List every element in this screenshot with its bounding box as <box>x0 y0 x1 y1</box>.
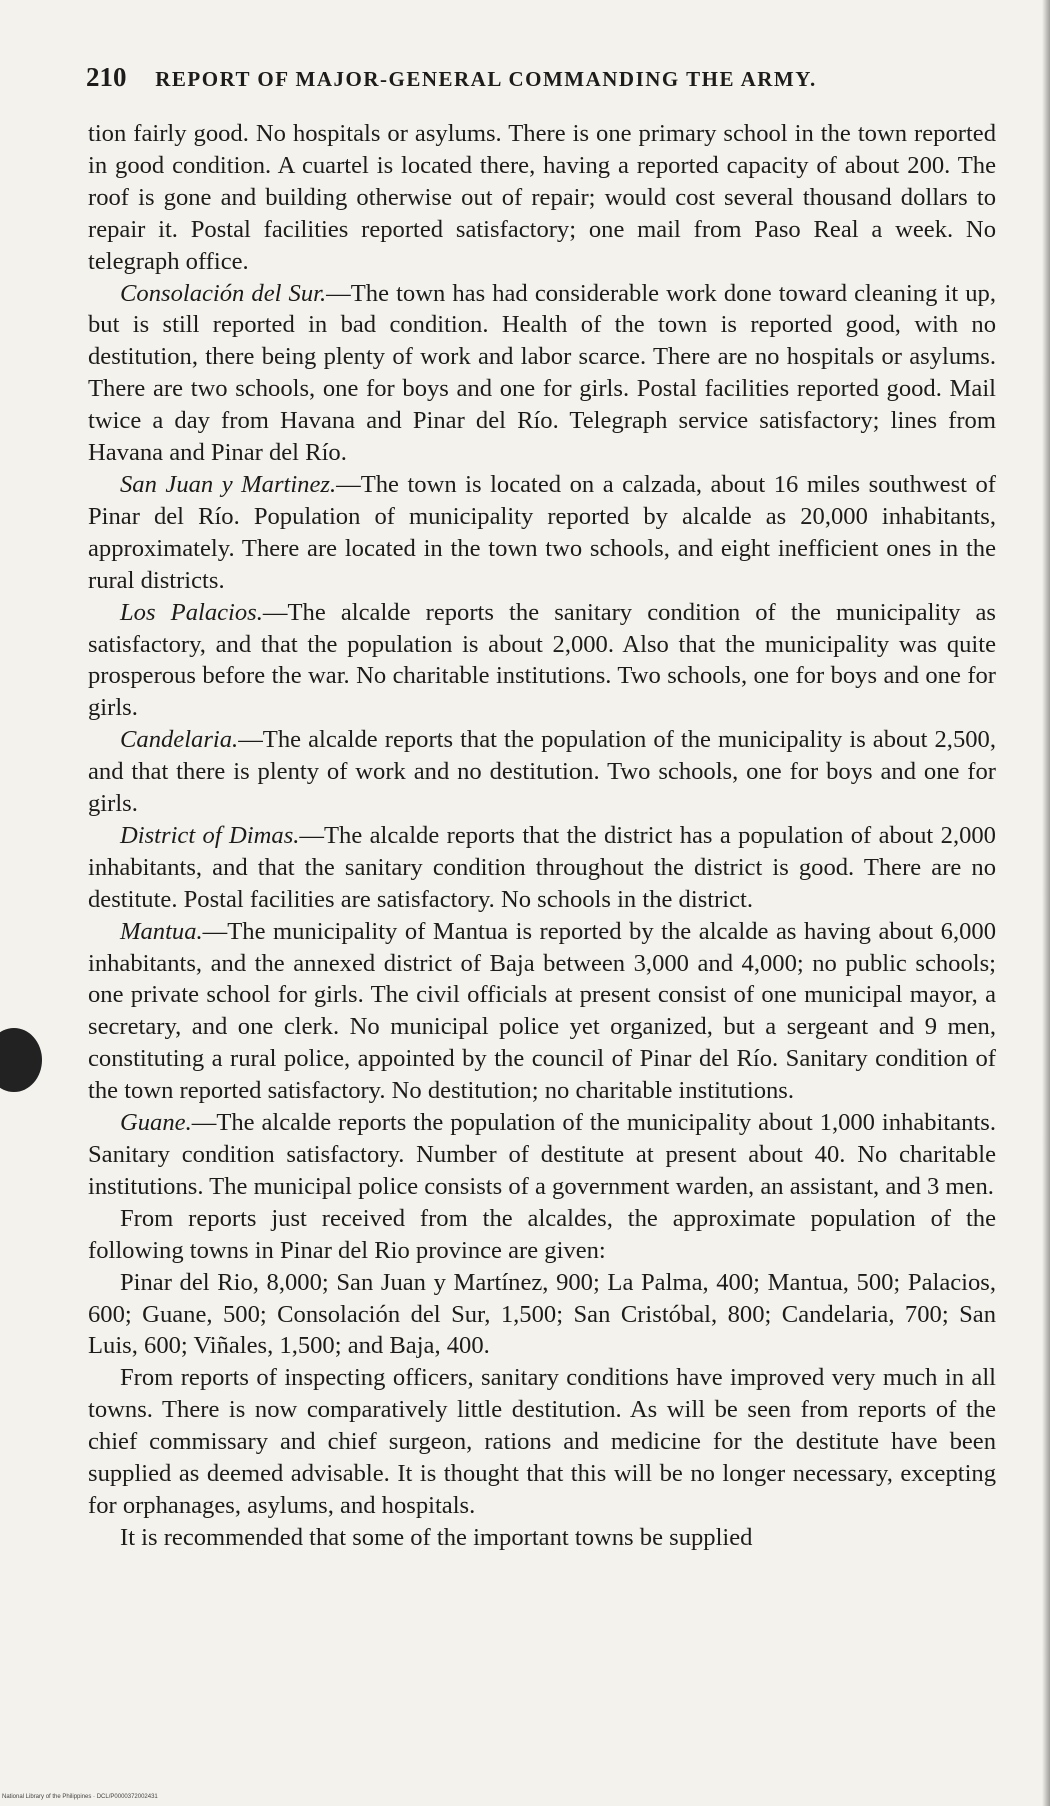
page-number: 210 <box>86 62 127 92</box>
paragraph-text: —The town has had considerable work done toward cleaning it up, but is still reported in bad condition. Health of the town is reported good, with no destitution, there being plenty of work and labor scarce. There are no hospitals or asylums. There are two schools, one for boys and one for girls. Postal facilities reported good. Mail twice a day from Havana and Pinar del Río. Telegraph service satisfactory; lines from Havana and Pinar del Río. <box>88 279 996 467</box>
paragraph-text: —The alcalde reports that the district has a population of about 2,000 inhabitants, and that the sanitary condition throughout the district is good. There are no destitute. Postal facilities are satisfactory. No schools in the district. <box>88 821 996 913</box>
paragraph <box>88 118 996 278</box>
paragraph <box>88 597 996 725</box>
paragraph-text: —The municipality of Mantua is reported by the alcalde as having about 6,000 inhabitants, and the annexed district of Baja between 3,000 and 4,000; no public schools; one private school for girls. The civil officials at present consist of one municipal mayor, a secretary, and one clerk. No municipal police yet organized, but a sergeant and 9 men, constituting a rural police, appointed by the council of Pinar del Río. Sanitary condition of the town reported satisfactory. No destitution; no charitable institutions. <box>88 917 996 1105</box>
paragraph-text: —The alcalde reports that the population of the municipality is about 2,500, and that there is plenty of work and no destitution. Two schools, one for boys and one for girls. <box>88 726 996 818</box>
page-edge-shadow <box>1042 0 1050 1806</box>
paragraph <box>88 1522 996 1554</box>
paragraph <box>88 916 996 1107</box>
paragraph <box>88 1203 996 1267</box>
paragraph-text: —The alcalde reports the sanitary condition of the municipality as satisfactory, and that the population is about 2,000. Also that the municipality was quite prosperous before the war. No charitable institutions. Two schools, one for boys and one for girls. <box>88 598 996 722</box>
paragraph <box>88 1107 996 1203</box>
paragraph-lead: District of Dimas. <box>120 821 300 849</box>
paragraph-text: tion fairly good. No hospitals or asylums. There is one primary school in the town reported in good condition. A cuartel is located there, having a reported capacity of about 200. The roof is gone and building otherwise out of repair; would cost several thousand dollars to repair it. Postal facilities reported satisfactory; one mail from Paso Real a week. No telegraph office. <box>88 120 996 275</box>
running-header <box>86 62 931 93</box>
paragraph-lead: Consolación del Sur. <box>120 279 327 307</box>
paragraph <box>88 820 996 916</box>
binder-hole-shadow <box>0 1028 42 1092</box>
paragraph-text: Pinar del Rio, 8,000; San Juan y Martínez, 900; La Palma, 400; Mantua, 500; Palacios, 600; Guane, 500; Consolación del Sur, 1,500; San Cristóbal, 800; Candelaria, 700; San Luis, 600; Viñales, 1,500; and Baja, 400. <box>88 1268 996 1360</box>
paragraph <box>88 278 996 469</box>
paragraph-lead: Guane. <box>120 1109 192 1137</box>
paragraph-text: From reports just received from the alcaldes, the approximate population of the following towns in Pinar del Rio province are given: <box>88 1204 996 1264</box>
running-title: REPORT OF MAJOR-GENERAL COMMANDING THE ARMY. <box>155 67 817 91</box>
paragraph-text: It is recommended that some of the important towns be supplied <box>120 1523 753 1551</box>
paragraph-text: —The town is located on a calzada, about 16 miles southwest of Pinar del Río. Population of municipality reported by alcalde as 20,000 inhabitants, approximately. There are located in the town two schools, and eight inefficient ones in the rural districts. <box>88 470 996 594</box>
body-text <box>88 118 996 1554</box>
scan-credit: National Library of the Philippines · DCL/P0000372002431 <box>2 1794 158 1800</box>
paragraph-text: —The alcalde reports the population of the municipality about 1,000 inhabitants. Sanitary condition satisfactory. Number of destitute at present about 40. No charitable institutions. The municipal police consists of a government warden, an assistant, and 3 men. <box>88 1109 996 1200</box>
paragraph-lead: Candelaria. <box>120 726 239 754</box>
paragraph <box>88 1267 996 1363</box>
paragraph-lead: Los Palacios. <box>120 598 263 626</box>
paragraph <box>88 469 996 597</box>
paragraph <box>88 1362 996 1522</box>
paragraph-lead: Mantua. <box>120 917 203 945</box>
paragraph-lead: San Juan y Martinez. <box>120 470 337 498</box>
paragraph-text: From reports of inspecting officers, sanitary conditions have improved very much in all towns. There is now comparatively little destitution. As will be seen from reports of the chief commissary and chief surgeon, rations and medicine for the destitute have been supplied as deemed advisable. It is thought that this will be no longer necessary, excepting for orphanages, asylums, and hospitals. <box>88 1364 996 1519</box>
paragraph <box>88 724 996 820</box>
